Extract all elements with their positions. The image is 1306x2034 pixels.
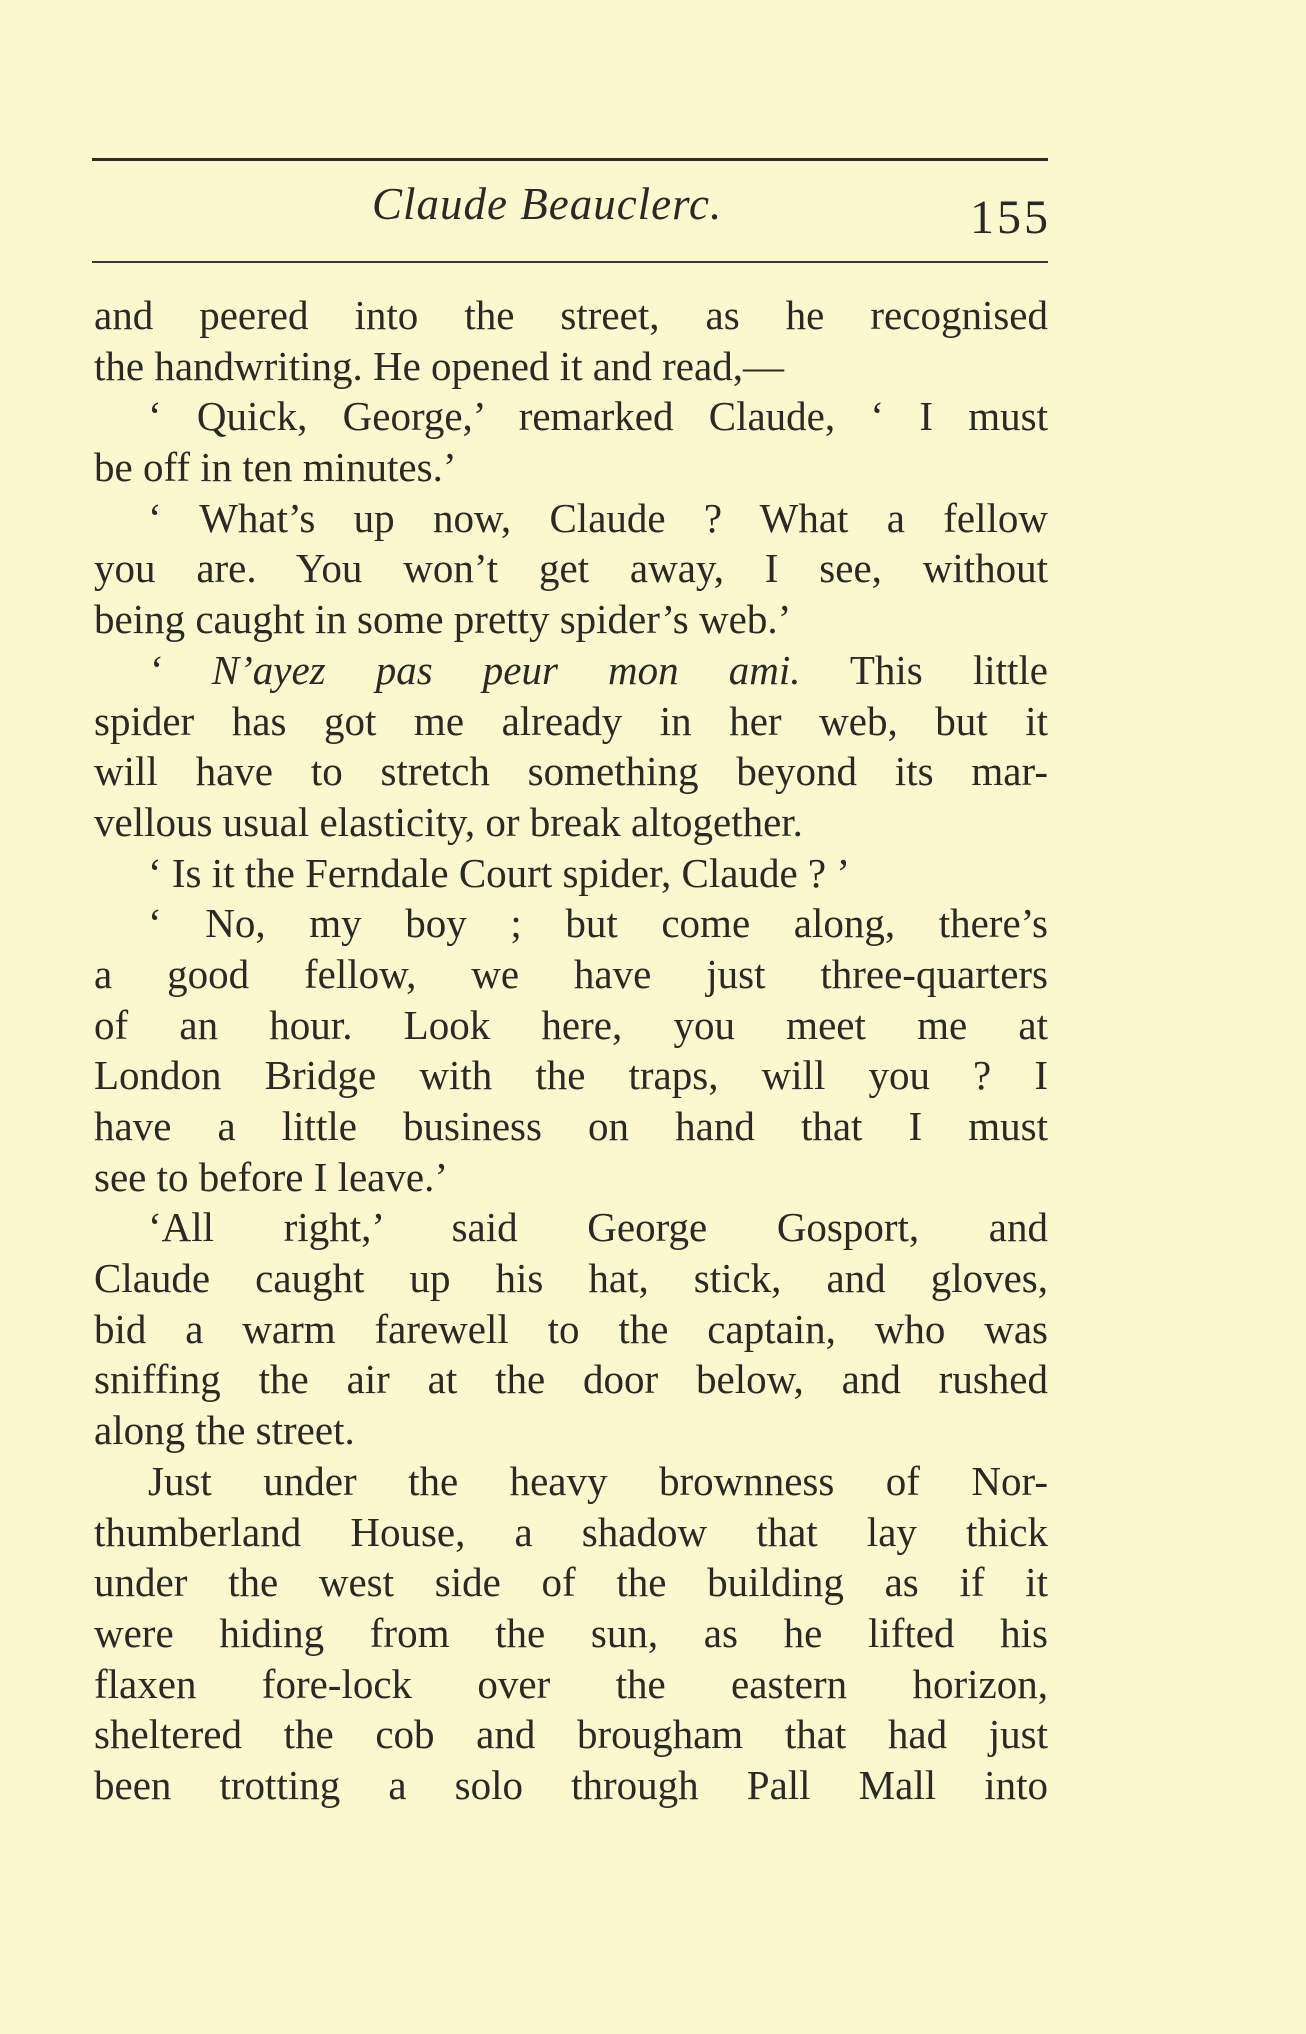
- text-line: a good fellow, we have just three-quarters: [94, 950, 1048, 997]
- text-line: London Bridge with the traps, will you ? I: [94, 1052, 1048, 1099]
- text-line: be off in ten minutes.’: [94, 444, 457, 491]
- text-line: the handwriting. He opened it and read,—: [94, 342, 784, 389]
- text-line: ‘ Is it the Ferndale Court spider, Claude ? ’: [148, 849, 851, 896]
- text-line: sheltered the cob and brougham that had just: [94, 1711, 1048, 1758]
- text-line: ‘All right,’ said George Gosport, and: [148, 1204, 1048, 1251]
- text-line: been trotting a solo through Pall Mall into: [94, 1761, 1048, 1808]
- text-line: sniffing the air at the door below, and rushed: [94, 1356, 1048, 1403]
- text-line: you are. You won’t get away, I see, without: [94, 545, 1048, 592]
- text-line: along the street.: [94, 1407, 355, 1454]
- text-line: were hiding from the sun, as he lifted his: [94, 1609, 1048, 1656]
- running-title: Claude Beauclerc.: [372, 179, 723, 229]
- header-top-rule: [92, 158, 1048, 161]
- text-line: [94, 645, 1048, 696]
- text-line: bid a warm farewell to the captain, who was: [94, 1305, 1048, 1352]
- text-line: Just under the heavy brownness of Nor-: [148, 1457, 1048, 1504]
- page-number: 155: [970, 191, 1051, 244]
- text-line: under the west side of the building as if it: [94, 1559, 1048, 1606]
- text-line-continuation: This little: [849, 646, 1049, 693]
- text-line: vellous usual elasticity, or break altogether.: [94, 798, 803, 845]
- body-text: [94, 290, 1048, 1811]
- text-line: ‘ No, my boy ; but come along, there’s: [148, 900, 1048, 947]
- text-line: see to before I leave.’: [94, 1153, 448, 1200]
- text-line: spider has got me already in her web, but it: [94, 697, 1048, 744]
- text-line: thumberland House, a shadow that lay thick: [94, 1508, 1048, 1555]
- header-bottom-rule: [92, 261, 1048, 263]
- text-line: flaxen fore-lock over the eastern horizon,: [94, 1660, 1048, 1707]
- text-line: ‘ What’s up now, Claude ? What a fellow: [148, 494, 1048, 541]
- text-line: of an hour. Look here, you meet me at: [94, 1001, 1048, 1048]
- text-line: ‘ Quick, George,’ remarked Claude, ‘ I must: [148, 393, 1048, 440]
- text-line: have a little business on hand that I must: [94, 1103, 1048, 1149]
- text-line: Claude caught up his hat, stick, and gloves,: [94, 1255, 1048, 1302]
- text-line: and peered into the street, as he recognised: [94, 292, 1048, 338]
- french-phrase: ‘ N’ayez pas peur mon ami.: [148, 646, 801, 693]
- text-line: being caught in some pretty spider’s web.’: [94, 596, 792, 643]
- text-line: will have to stretch something beyond its mar-: [94, 748, 1048, 795]
